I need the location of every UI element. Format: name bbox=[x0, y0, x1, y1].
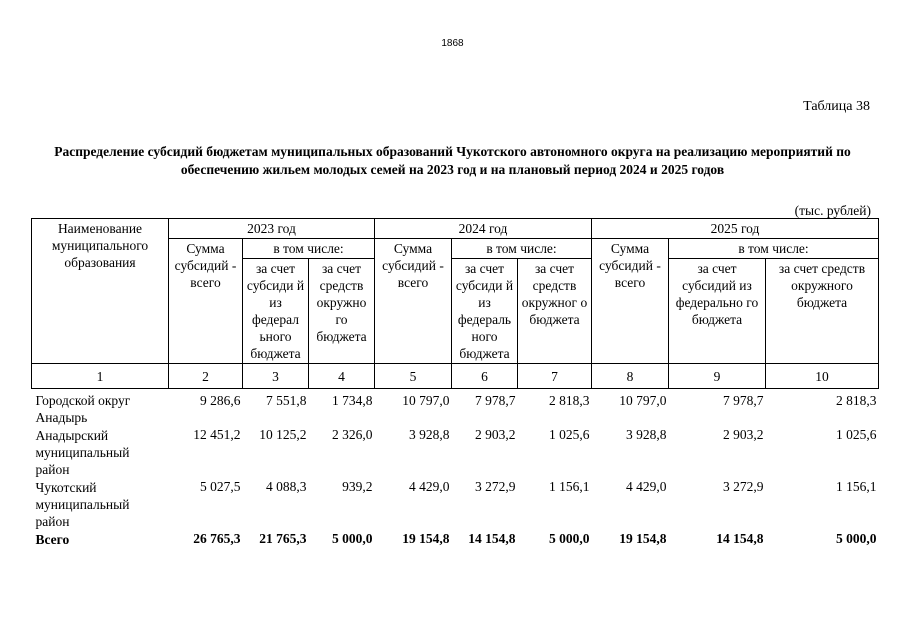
cell-value: 5 027,5 bbox=[200, 479, 241, 494]
header-including-2025: в том числе: bbox=[669, 239, 879, 259]
cell-value: 26 765,3 bbox=[193, 531, 241, 546]
header-including-2024: в том числе: bbox=[452, 239, 592, 259]
column-number: 8 bbox=[592, 364, 669, 389]
cell-value: 21 765,3 bbox=[259, 531, 307, 546]
header-total-2025: Сумма субсидий - всего bbox=[592, 239, 669, 364]
page-number: 1868 bbox=[441, 38, 464, 49]
row-name: Чукотский муниципальный район bbox=[35, 480, 130, 529]
cell-value: 10 797,0 bbox=[619, 393, 667, 408]
row-name: Городской округ Анадырь bbox=[35, 393, 131, 425]
cell-value: 10 125,2 bbox=[259, 427, 307, 442]
subsidy-table bbox=[31, 218, 879, 548]
cell-value: 3 272,9 bbox=[475, 479, 516, 494]
cell-value: 5 000,0 bbox=[332, 531, 373, 546]
table-label: Таблица 38 bbox=[803, 99, 870, 114]
cell-value: 2 818,3 bbox=[836, 393, 877, 408]
cell-value: 7 978,7 bbox=[723, 393, 764, 408]
table-row bbox=[32, 389, 879, 427]
header-federal-2023: за счет субсиди й из федерал ьного бюджета bbox=[243, 259, 309, 364]
header-regional-2023: за счет средств окружно го бюджета bbox=[309, 259, 375, 364]
column-number: 7 bbox=[518, 364, 592, 389]
header-year-2024: 2024 год bbox=[375, 219, 592, 239]
table-row bbox=[32, 478, 879, 530]
column-number: 9 bbox=[669, 364, 766, 389]
cell-value: 3 928,8 bbox=[626, 427, 667, 442]
cell-value: 3 928,8 bbox=[409, 427, 450, 442]
column-number: 3 bbox=[243, 364, 309, 389]
table-row bbox=[32, 426, 879, 478]
cell-value: 7 978,7 bbox=[475, 393, 516, 408]
cell-value: 3 272,9 bbox=[723, 479, 764, 494]
cell-value: 12 451,2 bbox=[193, 427, 241, 442]
cell-value: 2 903,2 bbox=[475, 427, 516, 442]
header-federal-2025: за счет субсидий из федерально го бюджета bbox=[669, 259, 766, 364]
cell-value: 1 734,8 bbox=[332, 393, 373, 408]
units-label: (тыс. рублей) bbox=[794, 203, 871, 218]
header-name-column: Наименование муниципального образования bbox=[32, 219, 169, 364]
header-regional-2024: за счет средств окружног о бюджета bbox=[518, 259, 592, 364]
cell-value: 5 000,0 bbox=[836, 531, 877, 546]
cell-value: 4 088,3 bbox=[266, 479, 307, 494]
cell-value: 14 154,8 bbox=[468, 531, 516, 546]
header-total-2024: Сумма субсидий - всего bbox=[375, 239, 452, 364]
header-regional-2025: за счет средств окружного бюджета bbox=[766, 259, 879, 364]
column-number: 4 bbox=[309, 364, 375, 389]
cell-value: 2 903,2 bbox=[723, 427, 764, 442]
cell-value: 939,2 bbox=[342, 479, 373, 494]
header-year-2025: 2025 год bbox=[592, 219, 879, 239]
cell-value: 4 429,0 bbox=[626, 479, 667, 494]
cell-value: 1 156,1 bbox=[549, 479, 590, 494]
cell-value: 9 286,6 bbox=[200, 393, 241, 408]
cell-value: 1 025,6 bbox=[549, 427, 590, 442]
table-title: Распределение субсидий бюджетам муниципальных образований Чукотского автономного округа на реализацию мероприятий по обеспечению жильем молодых семей на 2023 год и на плановый период 2024 и 2025 годов bbox=[54, 144, 851, 177]
cell-value: 1 156,1 bbox=[836, 479, 877, 494]
cell-value: 7 551,8 bbox=[266, 393, 307, 408]
column-number: 10 bbox=[766, 364, 879, 389]
cell-value: 4 429,0 bbox=[409, 479, 450, 494]
column-number: 5 bbox=[375, 364, 452, 389]
row-name: Всего bbox=[35, 532, 70, 547]
cell-value: 5 000,0 bbox=[549, 531, 590, 546]
total-row bbox=[32, 530, 879, 548]
cell-value: 14 154,8 bbox=[716, 531, 764, 546]
cell-value: 19 154,8 bbox=[619, 531, 667, 546]
column-number: 6 bbox=[452, 364, 518, 389]
header-year-2023: 2023 год bbox=[169, 219, 375, 239]
cell-value: 2 818,3 bbox=[549, 393, 590, 408]
header-including-2023: в том числе: bbox=[243, 239, 375, 259]
column-number: 2 bbox=[169, 364, 243, 389]
header-federal-2024: за счет субсиди й из федераль ного бюджета bbox=[452, 259, 518, 364]
cell-value: 2 326,0 bbox=[332, 427, 373, 442]
header-total-2023: Сумма субсидий - всего bbox=[169, 239, 243, 364]
row-name: Анадырский муниципальный район bbox=[35, 428, 130, 477]
column-number: 1 bbox=[32, 364, 169, 389]
cell-value: 10 797,0 bbox=[402, 393, 450, 408]
cell-value: 1 025,6 bbox=[836, 427, 877, 442]
cell-value: 19 154,8 bbox=[402, 531, 450, 546]
